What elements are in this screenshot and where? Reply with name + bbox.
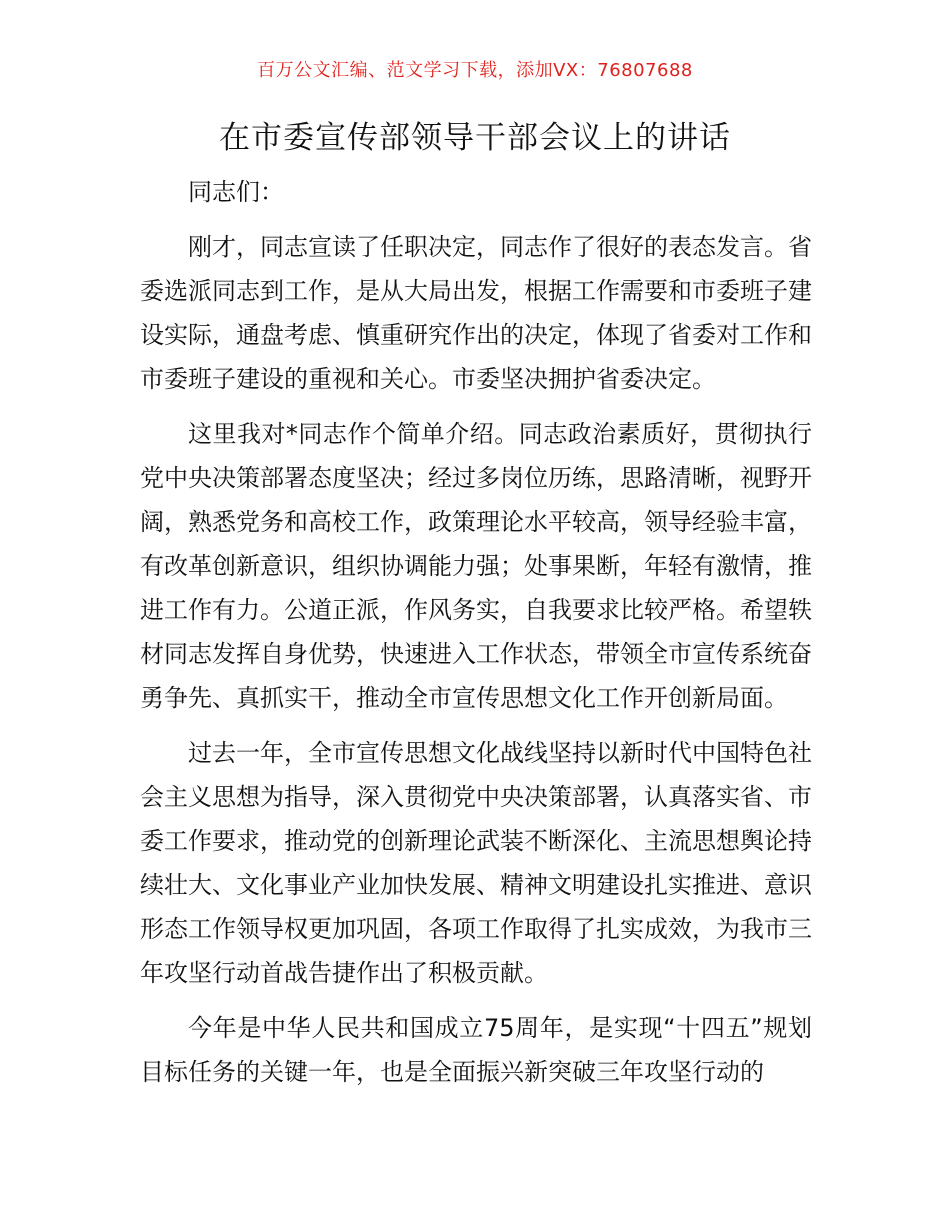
paragraph-3: 过去一年，全市宣传思想文化战线坚持以新时代中国特色社会主义思想为指导，深入贯彻党中央决策部署，认真落实省、市委工作要求，推动党的创新理论武装不断深化、主流思想舆论持续壮大、文化事业产业加快发展、精神文明建设扎实推进、意识形态工作领导权更加巩固，各项工作取得了扎实成效，为我市三年攻坚行动首战告捷作出了积极贡献。 [140,739,812,987]
document-title: 在市委宣传部领导干部会议上的讲话 [219,120,731,156]
salutation: 同志们： [188,178,284,206]
paragraph-1: 刚才，同志宣读了任职决定，同志作了很好的表态发言。省委选派同志到工作，是从大局出发，根据工作需要和市委班子建设实际，通盘考虑、慎重研究作出的决定，体现了省委对工作和市委班子建设的重视和关心。市委坚决拥护省委决定。 [140,233,812,393]
document-body [140,170,812,1105]
header-watermark: 百万公文汇编、范文学习下载，添加VX：76807688 [257,60,693,81]
paragraph-4: 今年是中华人民共和国成立75周年，是实现“十四五”规划目标任务的关键一年，也是全面振兴新突破三年攻坚行动的 [140,1014,812,1086]
paragraph-2: 这里我对*同志作个简单介绍。同志政治素质好，贯彻执行党中央决策部署态度坚决；经过多岗位历练，思路清晰，视野开阔，熟悉党务和高校工作，政策理论水平较高，领导经验丰富，有改革创新意识，组织协调能力强；处事果断，年轻有激情，推进工作有力。公道正派，作风务实，自我要求比较严格。希望轶材同志发挥自身优势，快速进入工作状态，带领全市宣传系统奋勇争先、真抓实干，推动全市宣传思想文化工作开创新局面。 [140,420,812,712]
